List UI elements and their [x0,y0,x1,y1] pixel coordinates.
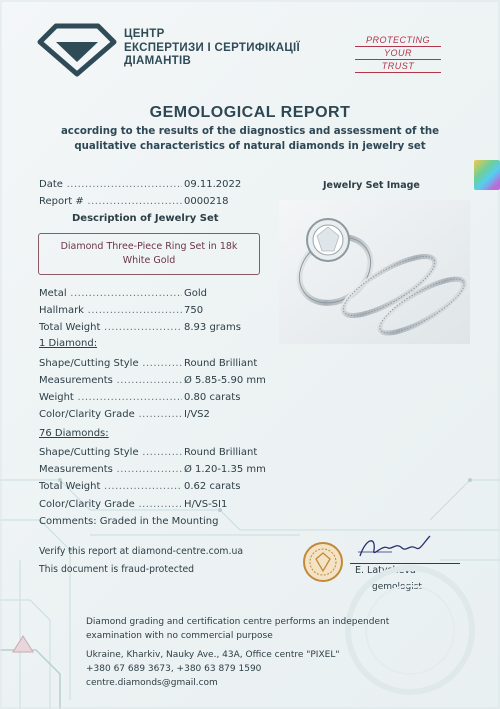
metal-value: Gold [184,288,207,299]
fraud-protected-line: This document is fraud-protected [39,564,195,575]
d1-measurements-value: Ø 5.85-5.90 mm [184,375,266,386]
footer-line1: Diamond grading and certification centre performs an independent [86,617,390,627]
date-row [39,178,242,192]
subtitle-line2: qualitative characteristics of natural diamonds in jewelry set [74,141,426,152]
diamond2-heading: 76 Diamonds: [39,428,109,439]
report-subtitle [30,124,470,154]
d2-shape-value: Round Brilliant [184,447,258,458]
org-name-line2: ЕКСПЕРТИЗИ І СЕРТИФІКАЦІЇ [124,41,301,54]
d1-measurements-row [39,374,266,388]
hallmark-value: 750 [184,305,204,316]
hallmark-label: Hallmark ..... [39,304,182,318]
org-name-line3: ДІАМАНТІВ [124,55,192,67]
d2-grade-row [39,498,228,512]
subtitle-line1: according to the results of the diagnostics and assessment of the [60,126,440,137]
diamond1-heading: 1 Diamond: [39,338,98,349]
d1-weight-label: Weight ..... [39,391,182,405]
comments: Comments: Graded in the Mounting [39,516,219,527]
date-value: 09.11.2022 [184,179,242,190]
report-number-row [39,195,229,209]
watermark-stamp [340,560,480,700]
footer-line2: examination with no commercial purpose [86,631,273,641]
d1-grade-label: Color/Clarity Grade ..... [39,408,182,422]
d2-weight-label: Total Weight ..... [39,480,182,494]
hologram-icon [474,160,500,190]
d2-measurements-label: Measurements ..... [39,463,182,477]
report-number-value: 0000218 [184,196,229,207]
jewelry-set-image [279,200,470,344]
slogan [355,34,441,73]
d1-measurements-label: Measurements ..... [39,374,182,388]
d2-measurements-row [39,463,266,477]
signer-name: E. Latysheva [355,565,416,576]
diamond-logo-icon [36,22,118,78]
image-heading: Jewelry Set Image [323,180,420,191]
description-line1: Diamond Three-Piece Ring Set in 18k [60,241,238,252]
d2-grade-label: Color/Clarity Grade ..... [39,498,182,512]
triangle-mark-icon [10,632,36,658]
total-weight-row [39,321,241,335]
d1-grade-row [39,408,210,422]
description-box [38,233,260,275]
d2-weight-value: 0.62 carats [184,481,241,492]
d2-shape-row [39,446,258,460]
report-number-label: Report # ..... [39,195,182,209]
org-name-line1: ЦЕНТР [124,28,165,40]
signer-role: gemologist [372,582,422,592]
d2-shape-label: Shape/Cutting Style ..... [39,446,182,460]
report-title: GEMOLOGICAL REPORT [149,104,351,121]
date-label: Date ..... [39,178,182,192]
hallmark-row [39,304,204,318]
d2-grade-value: H/VS-SI1 [184,499,228,510]
total-weight-label: Total Weight ..... [39,321,182,335]
metal-label: Metal ..... [39,287,182,301]
d1-shape-row [39,357,258,371]
slogan-line2: YOUR [355,47,441,60]
slogan-line1: PROTECTING [355,34,441,47]
footer-phones: +380 67 689 3673, +380 63 879 1590 [86,664,262,674]
d1-shape-value: Round Brilliant [184,358,258,369]
total-weight-value: 8.93 grams [184,322,241,333]
d1-weight-value: 0.80 carats [184,392,241,403]
metal-row [39,287,207,301]
gold-seal-icon [302,541,344,583]
org-name [124,28,300,69]
footer-email: centre.diamonds@gmail.com [86,678,218,688]
d2-measurements-value: Ø 1.20-1.35 mm [184,464,266,475]
d1-shape-label: Shape/Cutting Style ..... [39,357,182,371]
slogan-line3: TRUST [355,60,441,73]
description-line2: White Gold [122,255,176,266]
d2-weight-row [39,480,241,494]
d1-weight-row [39,391,241,405]
d1-grade-value: I/VS2 [184,409,210,420]
description-heading: Description of Jewelry Set [72,213,219,224]
verify-line: Verify this report at diamond-centre.com.ua [39,546,244,557]
footer-address: Ukraine, Kharkiv, Nauky Ave., 43A, Office centre "PIXEL" [86,650,340,660]
